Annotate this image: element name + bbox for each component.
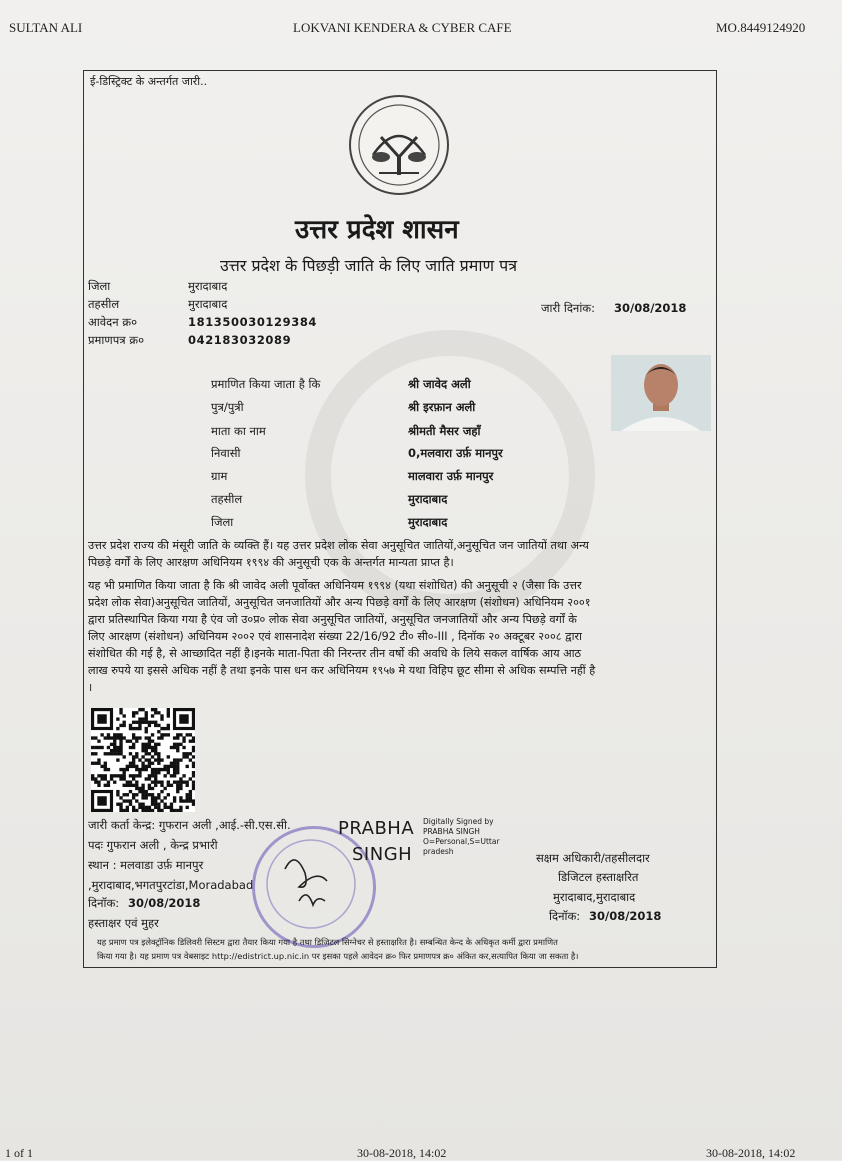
person-field-value: मुरादाबाद — [408, 492, 448, 506]
header-right: MO.8449124920 — [716, 20, 806, 35]
applicant-photo — [611, 355, 711, 431]
paragraph-line: यह भी प्रमाणित किया जाता है कि श्री जावेद अली पूर्वोक्त अधिनियम १९९४ (यथा संशोधित) की अनुसूची २ (जैसा कि उत्तर — [88, 579, 582, 592]
person-field-label: माता का नाम — [211, 424, 266, 438]
header-field-label: प्रमाणपत्र क्र० — [88, 333, 145, 347]
issuer-date-label: दिनॉक: — [88, 896, 120, 910]
issuer-line: जारी कर्ता केन्द्र: गुफरान अली ,आई.-सी.एस.सी. — [88, 818, 291, 832]
footnote-line-1: यह प्रमाण पत्र इलेक्ट्रॉनिक डिलिवरी सिस्टम द्वारा तैयार किया गया है तथा डिजिटल सिग्नेचर से हस्ताक्षरित है। सम्बन्धित केन्द के अधिकृत कर्मी द्वारा प्रमाणित — [97, 937, 558, 947]
qr-code — [91, 708, 195, 812]
header-field-label: जिला — [88, 279, 111, 293]
digital-signer-name-2: SINGH — [352, 844, 413, 865]
person-field-label: ग्राम — [211, 469, 228, 483]
header-center: LOKVANI KENDERA & CYBER CAFE — [293, 20, 512, 35]
digital-signer-name-1: PRABHA — [338, 818, 415, 839]
person-field-label: जिला — [211, 515, 234, 529]
header-field-label: तहसील — [88, 297, 120, 311]
header-field-value: मुरादाबाद — [188, 279, 228, 293]
person-field-label: तहसील — [211, 492, 243, 506]
paragraph-line: लिए आरक्षण (संशोधन) अधिनियम २००२ एवं शासनादेश संख्या 22/16/92 टी० सी०-III , दिनॉक २० अक्टूबर २००८ द्वारा — [88, 630, 582, 643]
certificate-subtitle: उत्तर प्रदेश के पिछड़ी जाति के लिए जाति प्रमाण पत्र — [220, 256, 518, 275]
paragraph-line: प्रदेश लोक सेवा)अनुसूचित जातियों, अनुसूचित जनजातियों और अन्य पिछड़े वर्गों के लिए आरक्षण (संशोधन) अधिनियम २००१ — [88, 596, 591, 609]
header-field-value: 181350030129384 — [188, 315, 318, 329]
authority-location: मुरादाबाद,मुरादाबाद — [553, 890, 636, 904]
issuer-line: ,मुरादाबाद,भगतपुरटांडा,Moradabad — [88, 878, 254, 892]
caste-statement — [88, 537, 710, 571]
authority-digitally-signed: डिजिटल हस्ताक्षरित — [558, 870, 639, 884]
header-field-value: मुरादाबाद — [188, 297, 228, 311]
person-field-label: निवासी — [211, 446, 241, 460]
issuer-line: पदः गुफरान अली , केन्द्र प्रभारी — [88, 838, 218, 852]
issued-under-label: ई-डिस्ट्रिक्ट के अन्तर्गत जारी.. — [90, 75, 208, 88]
footer-right: 30-08-2018, 14:02 — [706, 1146, 796, 1160]
header-field-label: आवेदन क्र० — [88, 315, 138, 329]
digital-signature-line: PRABHA SINGH — [423, 827, 480, 836]
paragraph-line: लाख रुपये या इससे अधिक नहीं है तथा इनके पास धन कर अधिनियम १९५७ मे यथा विहिप छूट सीमा से अधिक सम्पत्ति नहीं है — [88, 664, 596, 677]
footnote-line-2: किया गया है। यह प्रमाण पत्र वेबसाइट http://edistrict.up.nic.in पर इसका पहले आवेदन क्र० फिर प्रमाणपत्र क्र० अंकित कर,सत्यापित किया जा सकता है। — [97, 951, 579, 961]
person-field-value: मालवारा उर्फ़ मानपुर — [408, 469, 494, 483]
paragraph-line: पिछड़े वर्गों के लिए आरक्षण अधिनियम १९९४ की अनुसूची एक के अन्तर्गत मान्यता प्राप्त है। — [88, 556, 454, 569]
sign-and-seal-label: हस्ताक्षर एवं मुहर — [88, 916, 159, 930]
footer-center: 30-08-2018, 14:02 — [357, 1146, 447, 1160]
person-field-value: मुरादाबाद — [408, 515, 448, 529]
creamy-layer-statement — [88, 577, 710, 696]
digital-signature-line: Digitally Signed by — [423, 817, 494, 826]
person-field-value: श्री जावेद अली — [408, 377, 471, 391]
person-field-value: श्रीमती मैसर जहाँ — [408, 424, 481, 438]
person-field-label: पुत्र/पुत्री — [211, 400, 244, 414]
up-emblem-icon — [349, 95, 449, 195]
paragraph-line: संशोधित की गई है, से आच्छादित नहीं है।इनके माता-पिता की निरन्तर तीन वर्षो की अवधि के लिये सकल वार्षिक आय आठ — [88, 647, 582, 660]
paragraph-line: । — [88, 681, 93, 694]
person-field-label: प्रमाणित किया जाता है कि — [211, 377, 321, 391]
footnote — [97, 935, 707, 963]
paragraph-line: उत्तर प्रदेश राज्य की मंसूरी जाति के व्यक्ति हैं। यह उत्तर प्रदेश लोक सेवा अनुसूचित जातियों,अनुसूचित जन जातियों तथा अन्य — [88, 539, 589, 552]
digital-signature-line: O=Personal,S=Uttar — [423, 837, 500, 846]
digital-signature-line: pradesh — [423, 847, 454, 856]
issue-date-label: जारी दिनांक: — [541, 301, 596, 315]
authority-title: सक्षम अधिकारी/तहसीलदार — [536, 851, 650, 865]
footer-left: 1 of 1 — [5, 1146, 33, 1160]
paragraph-line: द्वारा प्रतिस्थापित किया गया है एंव जो उ०प्र० लोक सेवा अनुसूचित जातियों, अनुसूचित जनजातियों और अन्य पिछड़े वर्गों के — [88, 613, 577, 626]
header-field-value: 042183032089 — [188, 333, 292, 347]
certificate-title: उत्तर प्रदेश शासन — [295, 215, 459, 245]
authority-date: 30/08/2018 — [589, 909, 662, 923]
person-field-value: 0,मलवारा उर्फ़ मानपुर — [408, 446, 503, 460]
issuer-date: 30/08/2018 — [128, 896, 201, 910]
issuer-line: स्थान : मलवाडा उर्फ़ मानपुर — [88, 858, 204, 872]
authority-date-label: दिनॉक: — [549, 909, 581, 923]
header-left: SULTAN ALI — [9, 20, 83, 35]
person-field-value: श्री इरफ़ान अली — [408, 400, 476, 414]
issue-date: 30/08/2018 — [614, 301, 687, 315]
